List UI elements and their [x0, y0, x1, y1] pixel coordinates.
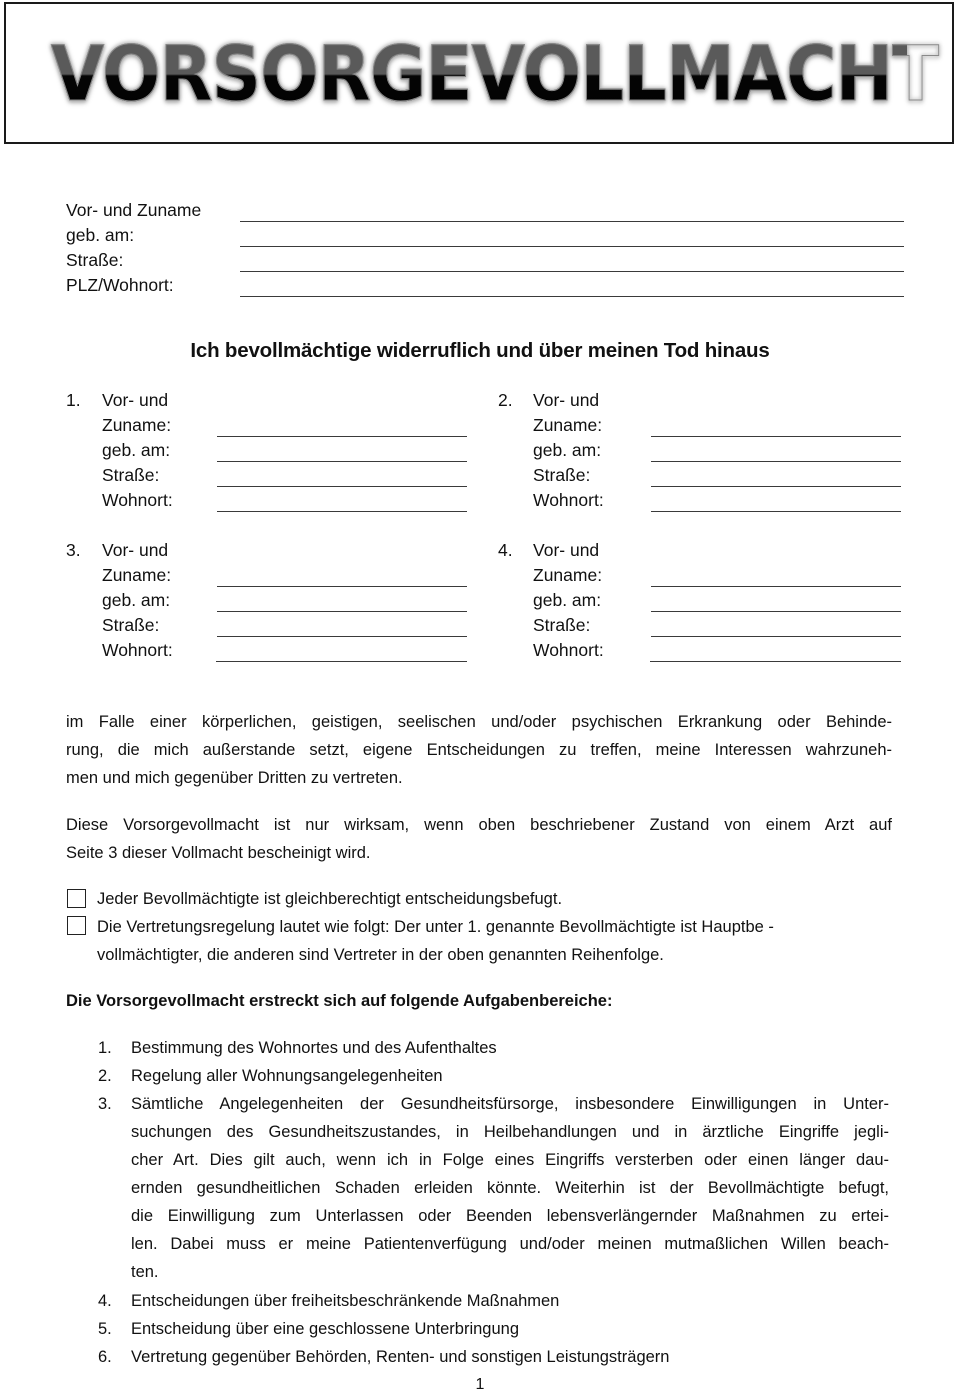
scope-line: cher Art. Dies gilt auch, wenn ich in Folge eines Eingriffs versterben oder einen länger dau- — [131, 1151, 889, 1169]
agent-4-label-birthdate: geb. am: — [533, 590, 602, 610]
agent-2-label-city: Wohnort: — [533, 490, 604, 510]
scope-line: len. Dabei muss er meine Patientenverfügung und/oder meinen mutmaßlichen Willen beach- — [131, 1235, 889, 1253]
principal-city-label: PLZ/Wohnort: — [66, 275, 174, 295]
principal-street-label: Straße: — [66, 250, 124, 270]
agent-3-label-zuname: Zuname: — [102, 565, 172, 585]
option-equal-authority-checkbox[interactable] — [67, 889, 86, 908]
agent-2-label-vor: Vor- und — [533, 390, 600, 410]
scope-line: ten. — [131, 1263, 159, 1281]
agent-4-label-vor: Vor- und — [533, 540, 600, 560]
agent-3-label-city: Wohnort: — [102, 640, 173, 660]
option-equal-authority-label — [97, 885, 562, 913]
option-representation-order-label — [97, 913, 774, 969]
condition-line: rung, die mich außerstande setzt, eigene Entscheidungen zu treffen, meine Interessen wahrzuneh- — [66, 741, 892, 759]
agent-4-street-field[interactable] — [651, 636, 901, 637]
validity-line: Diese Vorsorgevollmacht ist nur wirksam, wenn oben beschriebener Zustand von einem Arzt auf — [66, 816, 892, 834]
scope-line: Bestimmung des Wohnortes und des Aufenthaltes — [131, 1039, 497, 1057]
agent-1-label-birthdate: geb. am: — [102, 440, 171, 460]
scope-line: Vertretung gegenüber Behörden, Renten- und sonstigen Leistungsträgern — [131, 1348, 670, 1366]
scope-item-4-number: 4. — [98, 1292, 112, 1310]
agent-2-name-field[interactable] — [651, 436, 901, 437]
agent-1-birthdate-field[interactable] — [217, 461, 467, 462]
condition-paragraph — [66, 708, 892, 792]
scope-line: die Einwilligung zum Unterlassen oder Beenden lebensverlängernder Maßnahmen zu ertei- — [131, 1207, 889, 1225]
scope-item-1-number: 1. — [98, 1039, 112, 1057]
agent-3-label-birthdate: geb. am: — [102, 590, 171, 610]
condition-line: men und mich gegenüber Dritten zu vertreten. — [66, 769, 403, 787]
condition-line: im Falle einer körperlichen, geistigen, seelischen und/oder psychischen Erkrankung oder Behinde- — [66, 713, 892, 731]
agent-2-label-zuname: Zuname: — [533, 415, 603, 435]
agent-3-number: 3. — [66, 540, 81, 560]
agent-1-label-zuname: Zuname: — [102, 415, 172, 435]
principal-birthdate-field[interactable] — [240, 246, 904, 247]
agent-4-label-street: Straße: — [533, 615, 591, 635]
document-title: VORSORGEVOLLMACHT — [51, 26, 907, 122]
scope-item-3-number: 3. — [98, 1095, 112, 1113]
agent-1-city-field[interactable] — [217, 511, 467, 512]
agent-3-birthdate-field[interactable] — [217, 611, 467, 612]
agent-4-name-field[interactable] — [651, 586, 901, 587]
scope-line: Sämtliche Angelegenheiten der Gesundheitsfürsorge, insbesondere Einwilligungen in Unter- — [131, 1095, 889, 1113]
principal-city-field[interactable] — [240, 296, 904, 297]
grant-heading: Ich bevollmächtige widerruflich und über meinen Tod hinaus — [190, 339, 770, 362]
agent-1-street-field[interactable] — [217, 486, 467, 487]
scope-line: Entscheidung über eine geschlossene Unterbringung — [131, 1320, 520, 1338]
agent-3-name-field[interactable] — [217, 586, 467, 587]
option-line: vollmächtigter, die anderen sind Vertreter in der oben genannten Reihenfolge. — [97, 946, 664, 964]
principal-street-field[interactable] — [240, 271, 904, 272]
agent-4-number: 4. — [498, 540, 513, 560]
scope-item-6-number: 6. — [98, 1348, 112, 1366]
scope-item-6 — [131, 1343, 669, 1371]
scope-heading: Die Vorsorgevollmacht erstreckt sich auf folgende Aufgabenbereiche: — [66, 992, 613, 1010]
scope-item-2-number: 2. — [98, 1067, 112, 1085]
agent-3-label-street: Straße: — [102, 615, 160, 635]
agent-4-label-zuname: Zuname: — [533, 565, 603, 585]
agent-2-birthdate-field[interactable] — [651, 461, 901, 462]
validity-paragraph — [66, 811, 892, 867]
option-representation-order-checkbox[interactable] — [67, 916, 86, 935]
agent-1-label-city: Wohnort: — [102, 490, 173, 510]
scope-line: ernden gesundheitlichen Schaden erleiden könnte. Weiterhin ist der Bevollmächtigte befugt, — [131, 1179, 889, 1197]
agent-4-label-city: Wohnort: — [533, 640, 604, 660]
validity-line: Seite 3 dieser Vollmacht bescheinigt wird. — [66, 844, 371, 862]
agent-4-city-field[interactable] — [650, 661, 901, 662]
scope-item-2 — [131, 1062, 443, 1090]
agent-1-label-street: Straße: — [102, 465, 160, 485]
agent-3-street-field[interactable] — [217, 636, 467, 637]
agent-1-number: 1. — [66, 390, 81, 410]
option-line: Die Vertretungsregelung lautet wie folgt: Der unter 1. genannte Bevollmächtigte ist Hauptbe - — [97, 918, 774, 936]
agent-2-number: 2. — [498, 390, 513, 410]
scope-item-5-number: 5. — [98, 1320, 112, 1338]
scope-item-5 — [131, 1315, 519, 1343]
agent-1-label-vor: Vor- und — [102, 390, 169, 410]
agent-3-label-vor: Vor- und — [102, 540, 169, 560]
scope-line: Regelung aller Wohnungsangelegenheiten — [131, 1067, 443, 1085]
agent-2-street-field[interactable] — [651, 486, 901, 487]
scope-item-4 — [131, 1287, 559, 1315]
agent-3-city-field[interactable] — [216, 661, 467, 662]
option-line: Jeder Bevollmächtigte ist gleichberechtigt entscheidungsbefugt. — [97, 890, 563, 908]
agent-2-label-birthdate: geb. am: — [533, 440, 602, 460]
principal-birthdate-label: geb. am: — [66, 225, 135, 245]
scope-line: suchungen des Gesundheitszustandes, in Heilbehandlungen und in ärztliche Eingriffe jegli- — [131, 1123, 889, 1141]
principal-name-label: Vor- und Zuname — [66, 200, 202, 220]
scope-line: Entscheidungen über freiheitsbeschränkende Maßnahmen — [131, 1292, 560, 1310]
agent-2-city-field[interactable] — [651, 511, 901, 512]
agent-2-label-street: Straße: — [533, 465, 591, 485]
title-box — [4, 2, 954, 144]
scope-item-1 — [131, 1034, 497, 1062]
scope-item-3 — [131, 1090, 889, 1286]
agent-1-name-field[interactable] — [217, 436, 467, 437]
page-number: 1 — [475, 1376, 485, 1393]
principal-name-field[interactable] — [240, 221, 904, 222]
agent-4-birthdate-field[interactable] — [651, 611, 901, 612]
